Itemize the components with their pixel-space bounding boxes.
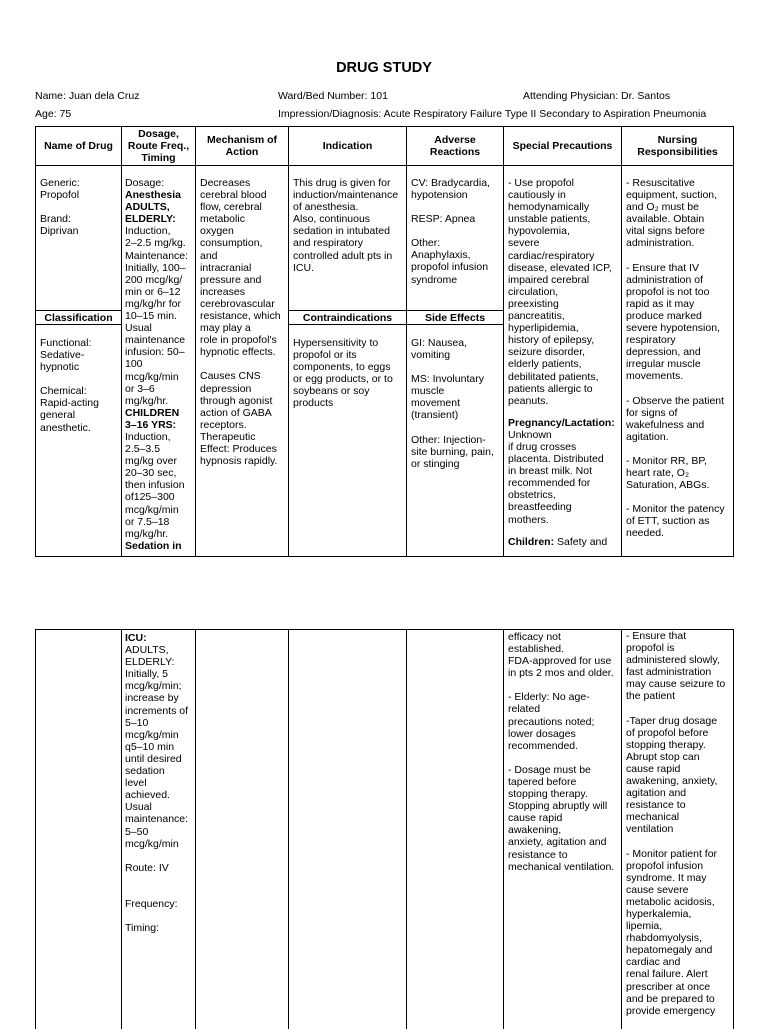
text-line: site burning, pain, (411, 445, 494, 458)
text-line: mg/kg over (125, 455, 177, 468)
chemical-value: Rapid-acting (40, 397, 99, 410)
text-line: breastfeeding (508, 501, 572, 514)
text-line: irregular muscle (626, 358, 701, 371)
patient-name: Name: Juan dela Cruz (35, 90, 140, 102)
text-line: preexisting (508, 297, 559, 310)
text-line: the patient (626, 690, 676, 703)
text-line: maintenance: (125, 813, 189, 826)
text-line: may cause seizure to (626, 678, 726, 691)
text-line: vital signs before (626, 225, 705, 238)
text-line: 20–30 sec, (125, 467, 177, 480)
text-line: peanuts. (508, 394, 549, 407)
text-line: hypnosis rapidly. (200, 455, 278, 468)
frequency: Frequency: (125, 897, 178, 910)
text-line: Stopping abruptly will (508, 800, 608, 813)
text-line: increases (200, 285, 245, 298)
text-line: CHILDREN (125, 406, 180, 419)
text-line: of ETT, suction as (626, 515, 710, 528)
drug-study-table-page-1 (35, 126, 734, 557)
text-line: ICU: (125, 632, 147, 644)
children-value: Safety and (554, 535, 608, 548)
text-line: Therapeutic (200, 430, 256, 443)
text-line: Saturation, ABGs. (626, 479, 710, 492)
nursing-item (626, 177, 733, 250)
text-line: mg/kg/hr for (125, 297, 182, 310)
header-contraindications: Contraindications (302, 311, 393, 324)
header-indication: Indication (322, 140, 373, 152)
text-line: of125–300 (125, 491, 175, 504)
text-line: mothers. (508, 513, 549, 526)
header-classification: Classification (44, 311, 113, 324)
text-line: Induction, (125, 225, 171, 238)
precautions-text (508, 631, 621, 679)
text-line: cause severe (626, 883, 689, 896)
text-line: -Taper drug dosage (626, 714, 718, 727)
mechanism-text (200, 177, 288, 358)
text-line: sedation in intubated (293, 225, 390, 238)
text-line: mg/kg/hr. (125, 394, 169, 407)
text-line: or 7.5–18 (125, 515, 170, 528)
text-line: Usual (125, 801, 152, 814)
text-line: needed. (626, 527, 664, 540)
text-line: This drug is given for (293, 177, 391, 189)
text-line: propofol infusion (411, 261, 489, 274)
text-line: movement (411, 397, 461, 410)
text-line: action of GABA (200, 406, 272, 419)
text-line: role in propofol's (200, 334, 277, 347)
children-label: Children: (508, 535, 555, 548)
text-line: intracranial (200, 261, 252, 274)
text-line: mcg/kg/min (125, 370, 179, 383)
nursing-item (626, 455, 733, 491)
patient-age: Age: 75 (35, 108, 72, 120)
text-line: controlled adult pts in (293, 249, 393, 262)
text-line: rhabdomyolysis, (626, 932, 702, 945)
text-line: 2.5–3.5 (125, 443, 161, 456)
text-line: MS: Involuntary (411, 373, 484, 386)
text-line: fast administration (626, 666, 712, 679)
text-line: - Dosage must be (508, 763, 591, 776)
text-line: administration. (626, 237, 695, 250)
text-line: - Ensure that (626, 630, 687, 642)
chemical-label: Chemical: (40, 385, 87, 398)
precautions-text (508, 764, 621, 873)
text-line: sedation (125, 765, 165, 778)
text-line: (transient) (411, 409, 459, 422)
text-line: ADULTS, (125, 201, 170, 214)
precautions-text (508, 691, 621, 751)
text-line: cautiously in (508, 189, 566, 202)
text-line: hepatomegaly and (626, 944, 713, 957)
text-line: available. Obtain (626, 213, 705, 226)
text-line: flow, cerebral (200, 201, 262, 214)
text-line: cause rapid (508, 812, 563, 825)
text-line: metabolic (200, 213, 245, 226)
impression-diagnosis: Impression/Diagnosis: Acute Respiratory Failure Type II Secondary to Aspiration Pneumonia (278, 108, 707, 120)
text-line: established. (508, 643, 565, 656)
mechanism-cell (200, 177, 288, 467)
text-line: debilitated patients, (508, 370, 599, 383)
text-line: impaired cerebral (508, 273, 590, 286)
header-dosage: Dosage, Route Freq., Timing (127, 128, 190, 164)
text-line: - Observe the patient (626, 394, 725, 407)
text-line: hypovolemia, (508, 225, 570, 238)
text-line: achieved. (125, 789, 170, 802)
text-line: cause rapid (626, 762, 681, 775)
mechanism-text (200, 370, 288, 467)
text-line: Other: (411, 237, 441, 250)
attending-physician: Attending Physician: Dr. Santos (523, 90, 671, 102)
text-line: efficacy not (508, 631, 561, 643)
generic-name: Propofol (40, 189, 80, 202)
text-line: provide emergency (626, 1004, 716, 1017)
text-line: and O₂ must be (626, 201, 699, 214)
text-line: vomiting (411, 349, 451, 362)
text-line: Causes CNS (200, 370, 261, 383)
text-line: Effect: Produces (200, 442, 277, 455)
text-line: 200 mcg/kg/ (125, 273, 183, 286)
text-line: of anesthesia. (293, 201, 359, 214)
text-line: or egg products, or to (293, 373, 393, 386)
text-line: of propofol before (626, 726, 709, 739)
text-line: propofol or its (293, 349, 357, 362)
text-line: cardiac/respiratory (508, 249, 595, 262)
drug-study-table-page-2 (35, 629, 734, 1029)
functional-value: Sedative- (40, 349, 85, 362)
text-line: administration of (626, 273, 704, 286)
text-line: patients allergic to (508, 382, 593, 395)
header-name-of-drug: Name of Drug (44, 140, 113, 152)
header-mechanism-of-action: Mechanism of Action (206, 134, 277, 158)
text-line: induction/maintenance (293, 189, 399, 202)
text-line: recommended. (508, 739, 579, 752)
chemical-value: anesthetic. (40, 421, 91, 434)
text-line: min or 6–12 (125, 285, 181, 298)
text-line: Dosage: (125, 177, 165, 189)
text-line: 5–50 (125, 825, 149, 838)
text-line: 2–2.5 mg/kg. (125, 237, 186, 250)
text-line: hemodynamically (508, 201, 590, 214)
text-line: pancreatitis, (508, 310, 565, 323)
text-line: pressure and (200, 273, 262, 286)
text-line: and (200, 249, 218, 262)
adverse-other (411, 237, 503, 285)
text-line: resistance, which (200, 310, 281, 323)
text-line: and respiratory (293, 237, 364, 250)
page-title: DRUG STUDY (336, 60, 432, 76)
text-line: propofol infusion (626, 859, 704, 872)
text-line: Sedation in (125, 539, 182, 552)
functional-value: hypnotic (40, 361, 80, 374)
text-line: soybeans or soy (293, 385, 370, 398)
text-line: cerebral blood (200, 189, 267, 202)
text-line: syndrome. It may (626, 871, 707, 884)
text-line: Usual (125, 322, 152, 335)
text-line: heart rate, O₂ (626, 466, 690, 479)
header-special-precautions: Special Precautions (512, 140, 613, 152)
nursing-responsibilities-cell-continued (626, 630, 733, 1017)
text-line: history of epilepsy, (508, 334, 595, 347)
text-line: Unknown (508, 428, 552, 441)
brand-label: Brand: (40, 213, 71, 226)
text-line: produce marked (626, 309, 702, 322)
text-line: in breast milk. Not (508, 465, 593, 478)
timing: Timing: (125, 921, 160, 934)
text-line: mcg/kg/min; (125, 680, 182, 693)
text-line: awakening, anxiety, (626, 775, 718, 788)
text-line: ELDERLY: (125, 656, 175, 669)
adverse-reactions-cell (411, 177, 503, 286)
text-line: increase by (125, 692, 179, 705)
text-line: Induction, (125, 430, 171, 443)
text-line: prescriber at once (626, 980, 711, 993)
text-line: hypnotic effects. (200, 346, 276, 359)
ward-bed-number: Ward/Bed Number: 101 (278, 90, 388, 102)
text-line: stopping therapy. (508, 788, 588, 801)
text-line: increments of (125, 704, 189, 717)
text-line: circulation, (508, 285, 559, 298)
adverse-cv (411, 177, 503, 201)
text-line: mechanical ventilation. (508, 860, 615, 873)
text-line: mcg/kg/min (125, 503, 179, 516)
side-effects-cell (411, 337, 503, 470)
text-line: severe (508, 237, 540, 250)
text-line: respiratory (626, 334, 676, 347)
text-line: precautions noted; (508, 715, 595, 728)
route: Route: IV (125, 861, 169, 874)
text-line: - Resuscitative (626, 177, 695, 189)
text-line: 5–10 (125, 716, 149, 729)
pregnancy-text (508, 429, 621, 526)
functional-label: Functional: (40, 337, 92, 349)
side-effect-other (411, 434, 503, 470)
text-line: and be prepared to (626, 992, 715, 1005)
precautions-text (508, 177, 621, 407)
text-line: mechanical (626, 811, 680, 824)
text-line: wakefulness and (626, 418, 705, 431)
drug-name-cell (40, 177, 120, 237)
text-line: obstetrics, (508, 489, 556, 502)
text-line: seizure disorder, (508, 346, 586, 359)
adverse-resp: RESP: Apnea (411, 213, 476, 226)
text-line: may play a (200, 322, 251, 335)
text-line: Also, continuous (293, 213, 371, 226)
text-line: consumption, (200, 237, 263, 250)
indication-cell (293, 177, 406, 274)
chemical-value: general (40, 409, 76, 422)
special-precautions-cell (508, 177, 621, 548)
text-line: elderly patients, (508, 358, 582, 371)
nursing-item (626, 630, 733, 703)
children-text (508, 536, 621, 548)
text-line: depression, and (626, 346, 701, 359)
text-line: 10–15 min. (125, 310, 177, 323)
text-line: until desired (125, 752, 182, 765)
text-line: Anesthesia (125, 189, 182, 202)
text-line: Decreases (200, 177, 251, 189)
text-line: mg/kg/hr. (125, 527, 169, 540)
nursing-item (626, 262, 733, 383)
text-line: administered slowly, (626, 654, 720, 667)
text-line: depression (200, 382, 252, 395)
text-line: if drug crosses (508, 440, 577, 453)
text-line: severe hypotension, (626, 322, 720, 335)
text-line: resistance to (626, 799, 686, 812)
text-line: components, to eggs (293, 361, 391, 374)
text-line: hyperlipidemia, (508, 322, 579, 335)
text-line: Abrupt stop can (626, 750, 700, 763)
text-line: cerebrovascular (200, 297, 275, 310)
text-line: equipment, suction, (626, 189, 718, 202)
text-line: products (293, 397, 334, 410)
text-line: Maintenance: (125, 249, 189, 262)
text-line: ELDERLY: (125, 213, 176, 226)
text-line: receptors. (200, 418, 247, 431)
text-line: awakening, (508, 824, 562, 837)
text-line: renal failure. Alert (626, 968, 708, 981)
text-line: related (508, 703, 541, 716)
nursing-responsibilities-cell (626, 177, 733, 539)
text-line: or stinging (411, 457, 460, 470)
text-line: - Monitor patient for (626, 847, 718, 860)
text-line: agitation. (626, 430, 669, 443)
text-line: in pts 2 mos and older. (508, 667, 614, 680)
text-line: movements. (626, 370, 684, 383)
text-line: mcg/kg/min (125, 728, 179, 741)
text-line: infusion: 50– (125, 346, 185, 359)
side-effect-gi (411, 337, 503, 361)
text-line: rapid as it may (626, 297, 695, 310)
dosage-cell-continued (125, 632, 195, 934)
header-nursing-responsibilities: Nursing Responsibilities (637, 134, 718, 158)
text-line: Anaphylaxis, (411, 249, 471, 262)
text-line: CV: Bradycardia, (411, 177, 490, 189)
text-line: metabolic acidosis, (626, 895, 715, 908)
text-line: lower dosages (508, 727, 576, 740)
text-line: hyperkalemia, (626, 907, 692, 920)
nursing-item (626, 395, 733, 443)
text-line: placenta. Distributed (508, 453, 604, 466)
brand-name: Diprivan (40, 225, 79, 238)
text-line: ventilation (626, 823, 674, 836)
side-effect-ms (411, 373, 503, 421)
text-line: propofol is not too (626, 285, 710, 298)
text-line: muscle (411, 385, 445, 398)
text-line: ADULTS, (125, 644, 169, 657)
text-line: 3–16 YRS: (125, 418, 177, 431)
text-line: Initially, 100– (125, 261, 186, 274)
nursing-item (626, 848, 733, 1017)
text-line: anxiety, agitation and (508, 836, 607, 849)
contraindications-cell (293, 337, 406, 410)
text-line: for signs of (626, 406, 678, 419)
classification-cell (40, 337, 120, 434)
text-line: or 3–6 (125, 382, 155, 395)
header-adverse-reactions: Adverse Reactions (429, 134, 481, 158)
header-side-effects: Side Effects (424, 311, 486, 324)
text-line: Initially, 5 (125, 668, 168, 681)
text-line: FDA-approved for use (508, 655, 612, 668)
text-line: ICU. (293, 261, 314, 274)
text-line: level (125, 777, 147, 790)
text-line: lipemia, (626, 920, 663, 933)
text-line: resistance to (508, 848, 568, 861)
text-line: oxygen (200, 225, 234, 238)
text-line: propofol is (626, 642, 675, 655)
text-line: GI: Nausea, (411, 337, 468, 349)
text-line: - Monitor the patency (626, 503, 725, 516)
text-line: cardiac and (626, 956, 681, 969)
text-line: maintenance (125, 334, 186, 347)
text-line: through agonist (200, 394, 273, 407)
text-line: Hypersensitivity to (293, 337, 379, 349)
text-line: hypotension (411, 189, 468, 202)
text-line: - Elderly: No age- (508, 691, 590, 704)
text-line: - Monitor RR, BP, (626, 454, 707, 467)
text-line: then infusion (125, 479, 185, 492)
text-line: stopping therapy. (626, 738, 706, 751)
text-line: Other: Injection- (411, 433, 486, 446)
text-line: unstable patients, (508, 213, 591, 226)
text-line: - Ensure that IV (626, 261, 699, 274)
nursing-item (626, 715, 733, 836)
text-line: mcg/kg/min (125, 837, 179, 850)
text-line: syndrome (411, 273, 458, 286)
text-line: recommended for (508, 477, 591, 490)
text-line: - Use propofol (508, 177, 574, 189)
dosage-cell (125, 177, 195, 552)
pregnancy-label: Pregnancy/Lactation: (508, 416, 615, 429)
text-line: tapered before (508, 775, 577, 788)
special-precautions-cell-continued (508, 631, 621, 873)
text-line: q5–10 min (125, 740, 175, 753)
text-line: agitation and (626, 787, 687, 800)
generic-label: Generic: (40, 177, 80, 189)
text-line: disease, elevated ICP, (508, 261, 612, 274)
text-line: 100 (125, 358, 143, 371)
nursing-item (626, 503, 733, 539)
